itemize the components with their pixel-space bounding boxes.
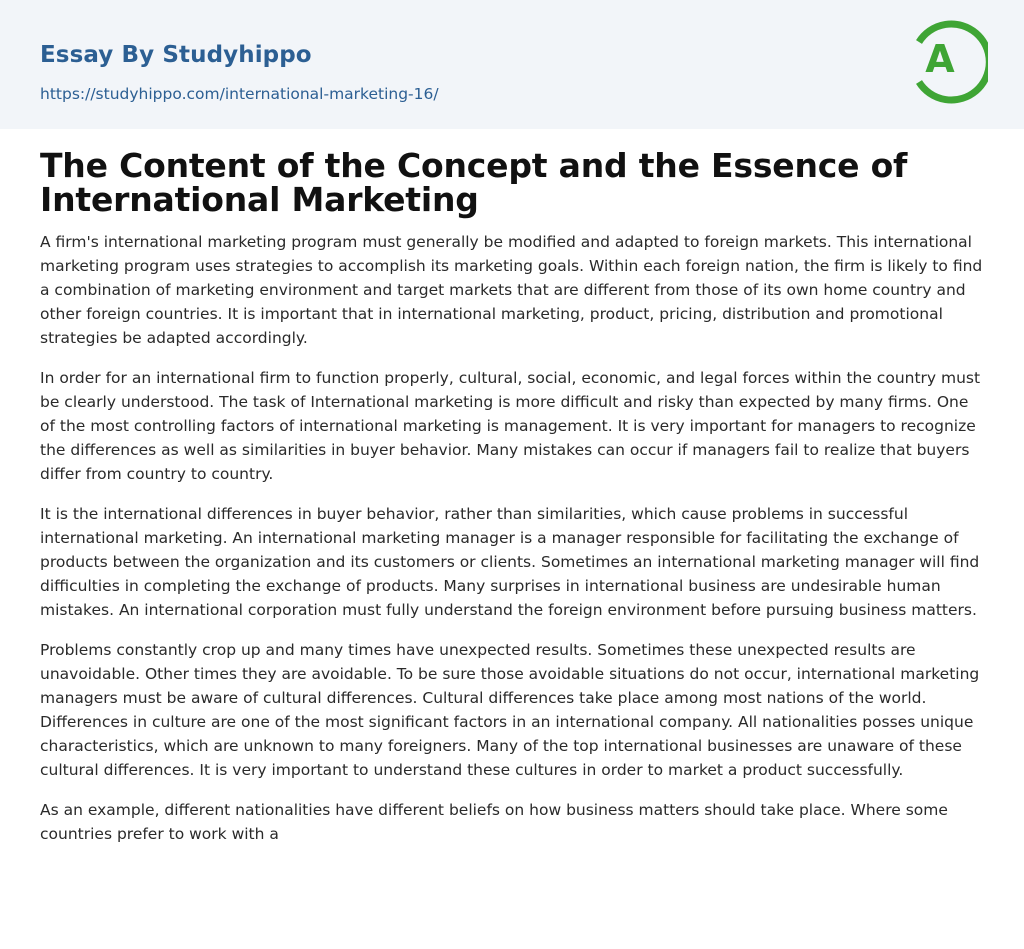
article-title: The Content of the Concept and the Essence of International Marketing — [40, 146, 908, 219]
article-paragraph: Problems constantly crop up and many times have unexpected results. Sometimes these unexpected results are unavoidable. Other times they are avoidable. To be sure those avoidable situations do not occur, international marketing managers must be aware of cultural differences. Cultural differences take place among most nations of the world. Differences in culture are one of the most significant factors in an international company. All nationalities posses unique characteristics, which are unknown to many foreigners. Many of the top international businesses are unaware of these cultural differences. It is very important to understand these cultures in order to market a product successfully. — [40, 641, 980, 779]
article-paragraph: It is the international differences in buyer behavior, rather than similarities, which cause problems in successful international marketing. An international marketing manager is a manager responsible for facilitating the exchange of products between the organization and its customers or clients. Sometimes an international marketing manager will find difficulties in completing the exchange of products. Many surprises in international business are undesirable human mistakes. An international corporation must fully understand the foreign environment before pursuing business matters. — [40, 505, 980, 619]
source-url-link[interactable]: https://studyhippo.com/international-marketing-16/ — [40, 85, 439, 103]
article-body — [0, 146, 1024, 846]
site-header — [0, 0, 1024, 129]
studyhippo-a-logo-icon[interactable] — [912, 18, 988, 106]
logo-letter: A — [925, 37, 955, 81]
article-paragraph: In order for an international firm to function properly, cultural, social, economic, and legal forces within the country must be clearly understood. The task of International marketing is more difficult and risky than expected by many firms. One of the most controlling factors of international marketing is management. It is very important for managers to recognize the differences as well as similarities in buyer behavior. Many mistakes can occur if managers fail to realize that buyers differ from country to country. — [40, 369, 981, 483]
article-paragraph: A firm's international marketing program must generally be modified and adapted to foreign markets. This international marketing program uses strategies to accomplish its marketing goals. Within each foreign nation, the firm is likely to find a combination of marketing environment and target markets that are different from those of its own home country and other foreign countries. It is important that in international marketing, product, pricing, distribution and promotional strategies be adapted accordingly. — [40, 233, 983, 347]
brand-title[interactable]: Essay By Studyhippo — [40, 42, 312, 68]
article-paragraph: As an example, different nationalities have different beliefs on how business matters should take place. Where some countries prefer to work with a — [40, 801, 948, 843]
